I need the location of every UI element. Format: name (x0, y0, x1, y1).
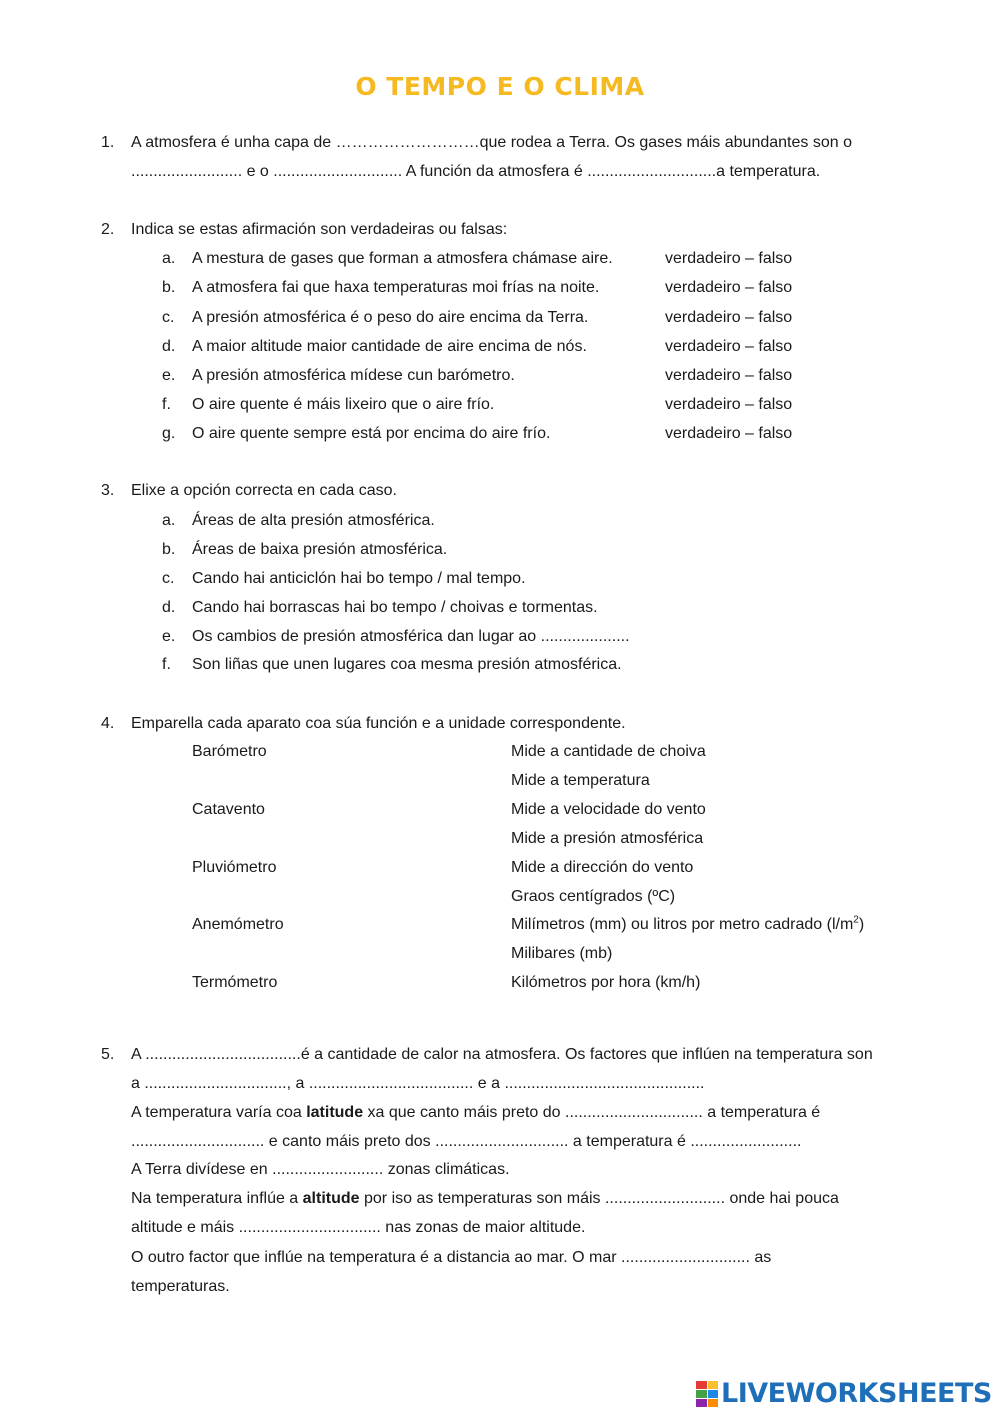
q3-item-text[interactable]: Cando hai borrascas hai bo tempo / choivas e tormentas. (192, 599, 598, 616)
q2-item-letter: b. (162, 279, 176, 296)
text: xa que canto máis preto do ............................... a temperatura é (363, 1104, 821, 1121)
text: Na temperatura inflúe a (131, 1190, 303, 1207)
q5-line-9: temperaturas. (131, 1278, 230, 1295)
q4-function[interactable]: Kilómetros por hora (km/h) (511, 974, 701, 991)
logo-square (696, 1381, 707, 1389)
q5-line-3 (131, 1103, 820, 1123)
q2-true-false-option[interactable]: verdadeiro – falso (665, 338, 793, 355)
q3-item-text[interactable]: Áreas de alta presión atmosférica. (192, 512, 435, 529)
logo-icon (696, 1381, 718, 1407)
q2-item-text: A maior altitude maior cantidade de aire encima de nós. (192, 338, 587, 355)
q3-item-letter: a. (162, 512, 176, 529)
q1-number: 1. (101, 134, 115, 151)
text: A temperatura varía coa (131, 1104, 307, 1121)
q4-instrument[interactable]: Barómetro (192, 743, 267, 760)
q2-item-text: A atmosfera fai que haxa temperaturas moi frías na noite. (192, 279, 600, 296)
q2-item-letter: g. (162, 425, 176, 442)
q2-true-false-option[interactable]: verdadeiro – falso (665, 367, 793, 384)
logo-text: LIVEWORKSHEETS (721, 1378, 992, 1409)
q5-line-6 (131, 1189, 839, 1209)
q2-true-false-option[interactable]: verdadeiro – falso (665, 396, 793, 413)
q5-line-4: .............................. e canto máis preto dos .............................. a temperatura é ......................... (131, 1133, 802, 1150)
q3-item-letter: f. (162, 656, 171, 673)
text: por iso as temperaturas son máis ........................... onde hai pouca (359, 1190, 839, 1207)
liveworksheets-logo (696, 1378, 992, 1409)
logo-square (708, 1399, 719, 1407)
q2-item-text: A presión atmosférica mídese cun barómetro. (192, 367, 515, 384)
q3-item-text[interactable]: Áreas de baixa presión atmosférica. (192, 541, 448, 558)
q4-function[interactable]: Mide a cantidade de choiva (511, 743, 706, 760)
q2-item-letter: c. (162, 309, 175, 326)
q2-item-letter: a. (162, 250, 176, 267)
q2-number: 2. (101, 221, 115, 238)
keyword-altitude: altitude (302, 1190, 360, 1207)
q4-instrument[interactable]: Anemómetro (192, 916, 284, 933)
q4-function[interactable]: Milibares (mb) (511, 945, 613, 962)
q5-line-7: altitude e máis ................................ nas zonas de maior altitude. (131, 1219, 586, 1236)
q3-item-text[interactable]: Os cambios de presión atmosférica dan lugar ao .................... (192, 628, 630, 645)
q2-true-false-option[interactable]: verdadeiro – falso (665, 309, 793, 326)
q3-item-letter: c. (162, 570, 175, 587)
q2-item-text: O aire quente é máis lixeiro que o aire frío. (192, 396, 495, 413)
q3-item-letter: b. (162, 541, 176, 558)
closing-paren: ) (858, 916, 865, 933)
q4-function-text: Milímetros (mm) ou litros por metro cadrado (l/m (511, 916, 854, 933)
worksheet-title: O TEMPO E O CLIMA (355, 72, 645, 101)
logo-square (696, 1390, 707, 1398)
q3-item-text[interactable]: Son liñas que unen lugares coa mesma presión atmosférica. (192, 656, 622, 673)
q4-prompt: Emparella cada aparato coa súa función e a unidade correspondente. (131, 715, 626, 732)
q5-line-8: O outro factor que inflúe na temperatura é a distancia ao mar. O mar ............................. as (131, 1249, 772, 1266)
q4-number: 4. (101, 715, 115, 732)
q4-instrument[interactable]: Pluviómetro (192, 859, 277, 876)
q4-function[interactable] (511, 915, 864, 935)
q4-function[interactable]: Mide a velocidade do vento (511, 801, 706, 818)
q2-item-text: O aire quente sempre está por encima do aire frío. (192, 425, 551, 442)
q3-prompt: Elixe a opción correcta en cada caso. (131, 482, 397, 499)
logo-square (708, 1381, 719, 1389)
q4-instrument[interactable]: Termómetro (192, 974, 278, 991)
q4-function[interactable]: Mide a temperatura (511, 772, 650, 789)
logo-square (708, 1390, 719, 1398)
q4-function[interactable]: Mide a presión atmosférica (511, 830, 704, 847)
logo-square (696, 1399, 707, 1407)
q5-line-5: A Terra divídese en ......................... zonas climáticas. (131, 1161, 510, 1178)
q2-item-letter: d. (162, 338, 176, 355)
q3-item-letter: d. (162, 599, 176, 616)
q5-line-1: A ...................................é a cantidade de calor na atmosfera. Os factores que inflúen na temperatura son (131, 1046, 873, 1063)
q5-number: 5. (101, 1046, 115, 1063)
q2-item-letter: e. (162, 367, 176, 384)
q4-function[interactable]: Mide a dirección do vento (511, 859, 694, 876)
q2-item-letter: f. (162, 396, 171, 413)
q2-true-false-option[interactable]: verdadeiro – falso (665, 279, 793, 296)
q1-line-2: ......................... e o ............................. A función da atmosfera é .............................a temperatura. (131, 163, 821, 180)
superscript: 2 (853, 914, 859, 926)
q4-instrument[interactable]: Catavento (192, 801, 265, 818)
q5-line-2: a ................................, a ..................................... e a ............................................. (131, 1075, 705, 1092)
q2-true-false-option[interactable]: verdadeiro – falso (665, 250, 793, 267)
q3-item-letter: e. (162, 628, 176, 645)
q3-item-text[interactable]: Cando hai anticiclón hai bo tempo / mal tempo. (192, 570, 526, 587)
q3-number: 3. (101, 482, 115, 499)
q2-true-false-option[interactable]: verdadeiro – falso (665, 425, 793, 442)
q2-item-text: A presión atmosférica é o peso do aire encima da Terra. (192, 309, 589, 326)
q2-prompt: Indica se estas afirmación son verdadeiras ou falsas: (131, 221, 508, 238)
q2-item-text: A mestura de gases que forman a atmosfera chámase aire. (192, 250, 613, 267)
q4-function[interactable]: Graos centígrados (ºC) (511, 888, 676, 905)
q1-line-1: A atmosfera é unha capa de ………………………que rodea a Terra. Os gases máis abundantes son o (131, 134, 852, 151)
keyword-latitude: latitude (306, 1104, 364, 1121)
